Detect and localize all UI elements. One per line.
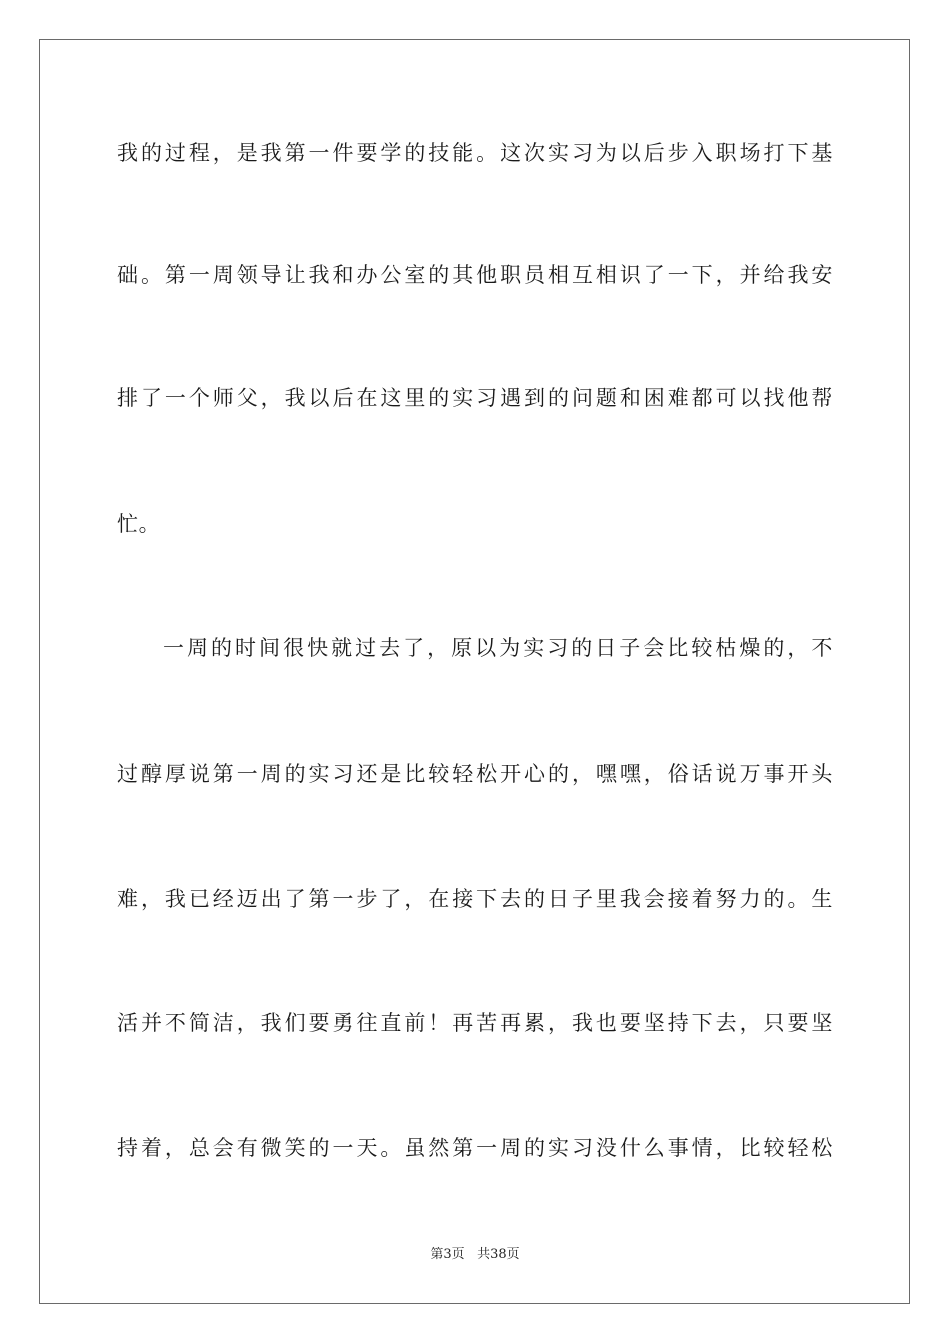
body-line-3: 排了一个师父，我以后在这里的实习遇到的问题和困难都可以找他帮 bbox=[117, 386, 833, 410]
body-line-1: 我的过程，是我第一件要学的技能。这次实习为以后步入职场打下基 bbox=[117, 141, 833, 165]
page-number-current: 第3页 bbox=[430, 1247, 465, 1262]
body-line-7: 难，我已经迈出了第一步了，在接下去的日子里我会接着努力的。生 bbox=[117, 887, 833, 911]
body-line-9: 持着，总会有微笑的一天。虽然第一周的实习没什么事情，比较轻松 bbox=[117, 1136, 833, 1160]
body-line-8: 活并不简洁，我们要勇往直前！再苦再累，我也要坚持下去，只要坚 bbox=[117, 1011, 833, 1035]
body-line-5-paragraph-start: 一周的时间很快就过去了，原以为实习的日子会比较枯燥的，不 bbox=[163, 636, 833, 660]
page-border bbox=[39, 39, 910, 1304]
page-footer bbox=[0, 1246, 950, 1264]
page-number-total: 共38页 bbox=[477, 1247, 520, 1262]
body-line-6: 过醇厚说第一周的实习还是比较轻松开心的，嘿嘿，俗话说万事开头 bbox=[117, 762, 833, 786]
body-line-4: 忙。 bbox=[117, 512, 161, 536]
body-line-2: 础。第一周领导让我和办公室的其他职员相互相识了一下，并给我安 bbox=[117, 263, 833, 287]
